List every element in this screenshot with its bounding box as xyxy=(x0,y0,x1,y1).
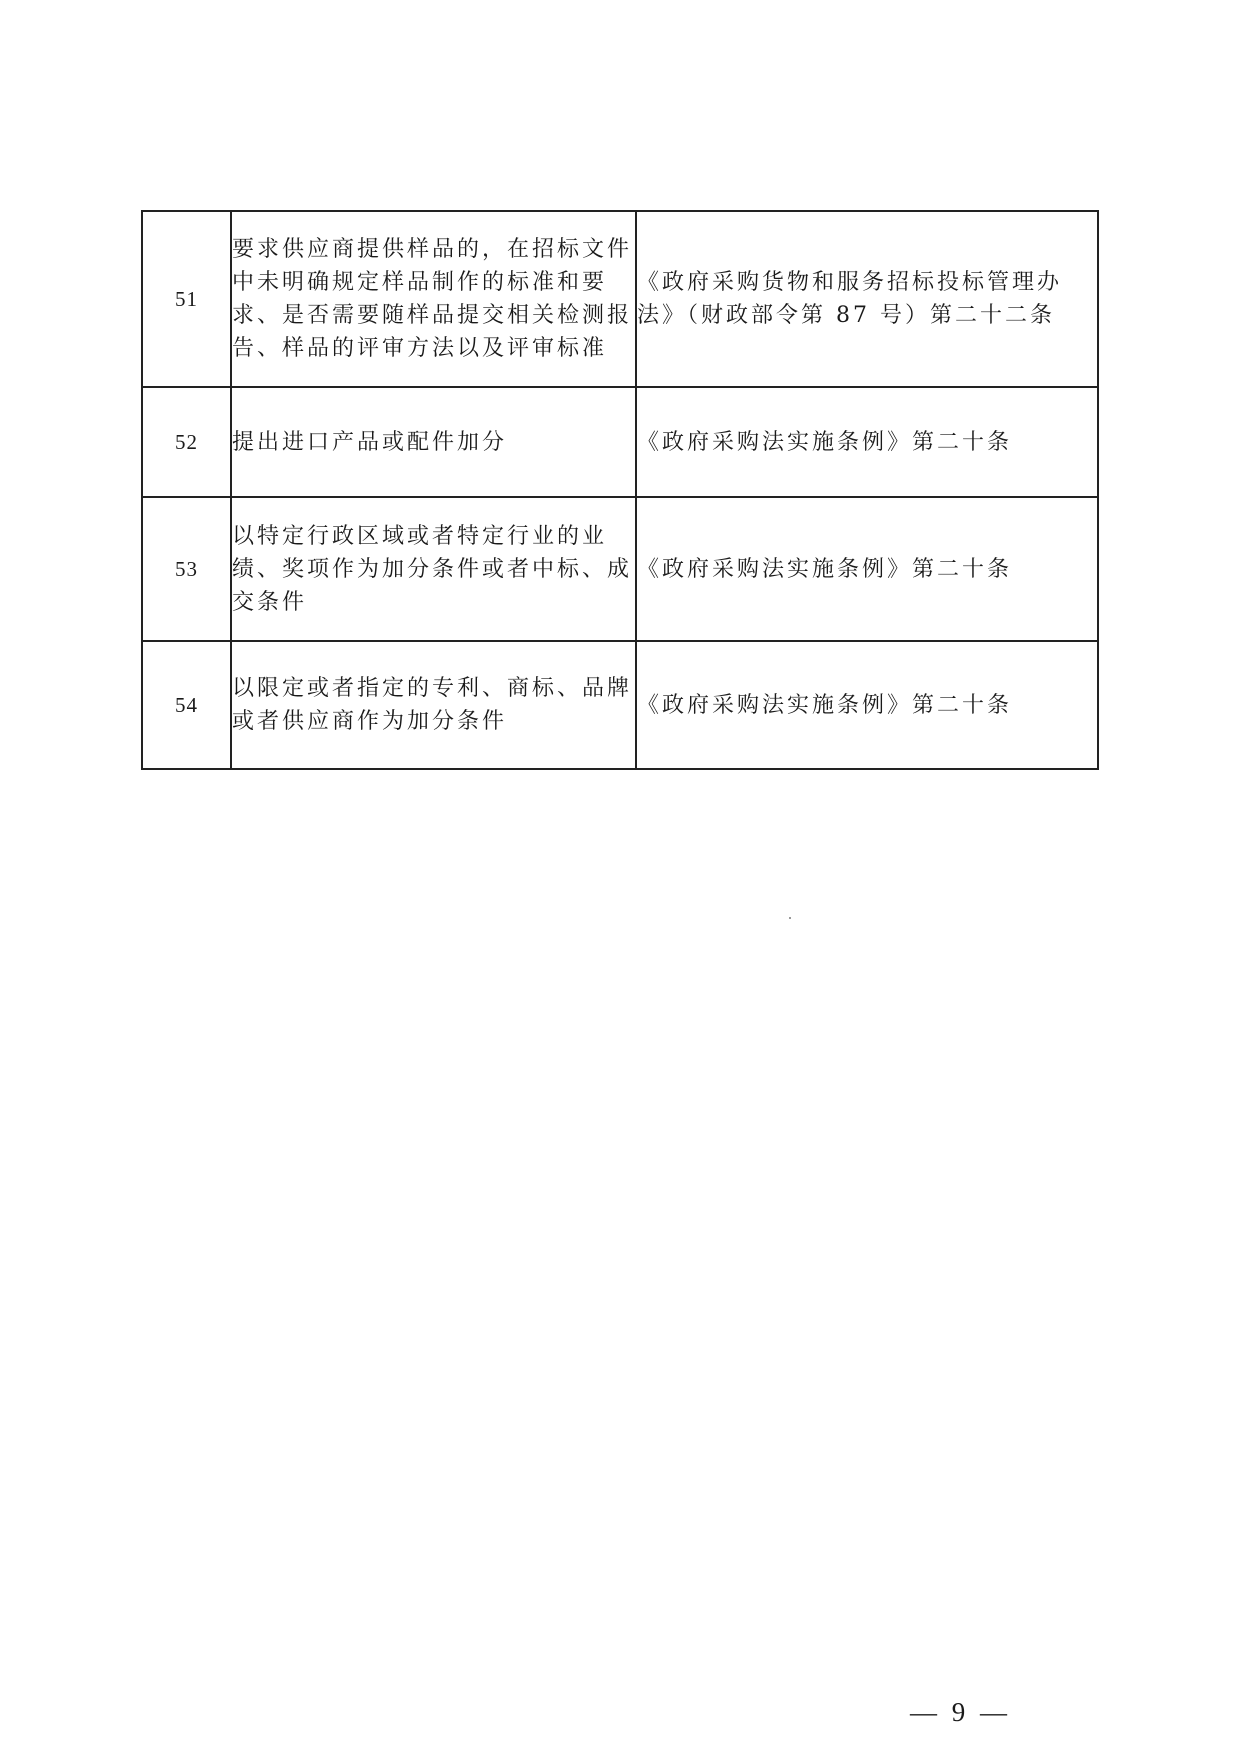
requirement-line: 告、样品的评审方法以及评审标准 xyxy=(232,336,608,361)
requirement-line: 绩、奖项作为加分条件或者中标、成 xyxy=(232,556,633,582)
row-number: 52 xyxy=(142,387,231,497)
basis-line: 《政府采购法实施条例》第二十条 xyxy=(637,692,1013,718)
regulation-table xyxy=(141,210,1099,770)
table-row xyxy=(142,497,1098,641)
requirement-line: 提出进口产品或配件加分 xyxy=(232,429,508,455)
scan-speck xyxy=(789,917,791,919)
requirement-cell xyxy=(231,641,636,769)
requirement-line: 或者供应商作为加分条件 xyxy=(232,709,508,734)
requirement-cell xyxy=(231,387,636,497)
basis-line: 《政府采购法实施条例》第二十条 xyxy=(637,556,1013,582)
row-number: 51 xyxy=(142,211,231,387)
requirement-line: 以限定或者指定的专利、商标、品牌 xyxy=(232,676,633,701)
table-row xyxy=(142,641,1098,769)
basis-line: 《政府采购法实施条例》第二十条 xyxy=(637,429,1013,455)
legal-basis-cell xyxy=(636,497,1098,641)
requirement-line: 求、是否需要随样品提交相关检测报 xyxy=(232,303,633,328)
row-number: 53 xyxy=(142,497,231,641)
basis-line: 法》（财政部令第 87 号）第二十二条 xyxy=(637,303,1055,328)
requirement-line: 以特定行政区域或者特定行业的业 xyxy=(232,523,608,549)
table-row xyxy=(142,387,1098,497)
table-row xyxy=(142,211,1098,387)
requirement-line: 要求供应商提供样品的，在招标文件 xyxy=(232,237,633,262)
row-number: 54 xyxy=(142,641,231,769)
page-number: — 9 — xyxy=(910,1697,1011,1727)
legal-basis-cell xyxy=(636,387,1098,497)
requirement-line: 交条件 xyxy=(232,589,308,615)
basis-line: 《政府采购货物和服务招标投标管理办 xyxy=(637,270,1063,295)
requirement-cell xyxy=(231,497,636,641)
requirement-line: 中未明确规定样品制作的标准和要 xyxy=(232,270,608,295)
requirement-cell xyxy=(231,211,636,387)
legal-basis-cell xyxy=(636,641,1098,769)
legal-basis-cell xyxy=(636,211,1098,387)
